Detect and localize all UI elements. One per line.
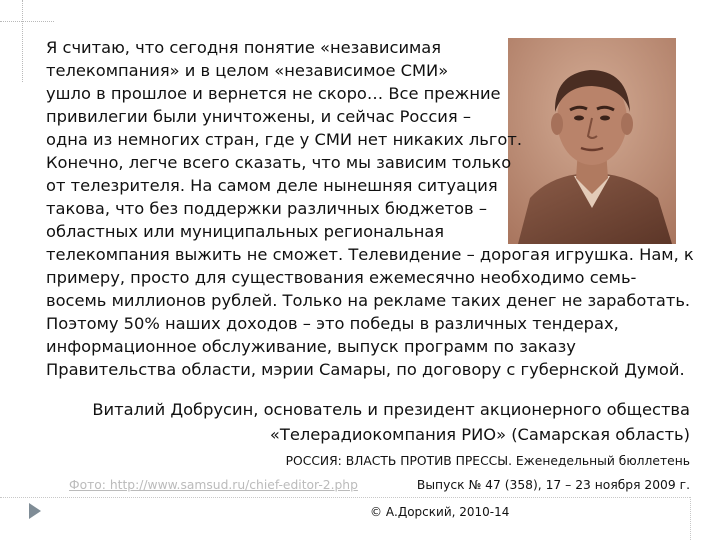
play-arrow-icon[interactable] <box>29 503 41 519</box>
quote-line: областных или муниципальных региональная <box>46 222 445 241</box>
quote-attribution <box>92 397 690 447</box>
corner-decoration-vertical <box>22 0 23 82</box>
footer-divider-vertical <box>690 497 691 540</box>
quote-line: информационное обслуживание, выпуск программ по заказу <box>46 337 576 356</box>
quote-line: от телезрителя. На самом деле нынешняя ситуация <box>46 176 498 195</box>
corner-decoration-horizontal <box>0 21 54 22</box>
quote-line: такова, что без поддержки различных бюджетов – <box>46 199 487 218</box>
quote-line: телекомпания выжить не сможет. Телевидение – дорогая игрушка. Нам, к <box>46 245 694 264</box>
quote-line: Правительства области, мэрии Самары, по договору с губернской Думой. <box>46 360 685 379</box>
quote-line: ушло в прошлое и вернется не скоро… Все прежние <box>46 84 501 103</box>
quote-line: Конечно, легче всего сказать, что мы зависим только <box>46 153 512 172</box>
issue-info: Выпуск № 47 (358), 17 – 23 ноября 2009 г. <box>416 478 690 492</box>
quote-line: Я считаю, что сегодня понятие «независимая <box>46 38 442 57</box>
photo-source-link[interactable]: Фото: http://www.samsud.ru/chief-editor-2.php <box>69 478 358 492</box>
source-title: РОССИЯ: ВЛАСТЬ ПРОТИВ ПРЕССЫ. Еженедельный бюллетень <box>285 454 690 468</box>
quote-line: привилегии были уничтожены, и сейчас Россия – <box>46 107 471 126</box>
quote-line: телекомпания» и в целом «независимое СМИ» <box>46 61 449 80</box>
footer-divider <box>0 497 690 498</box>
copyright-text: © А.Дорский, 2010-14 <box>370 505 510 519</box>
quote-line: одна из немногих стран, где у СМИ нет никаких льгот. <box>46 130 523 149</box>
attribution-company: «Телерадиокомпания РИО» (Самарская область) <box>269 425 690 444</box>
quote-line: примеру, просто для существования ежемесячно необходимо семь- <box>46 268 637 287</box>
quote-text <box>46 36 696 381</box>
attribution-author: Виталий Добрусин, основатель и президент акционерного общества <box>92 400 690 419</box>
quote-line: Поэтому 50% наших доходов – это победы в различных тендерах, <box>46 314 619 333</box>
quote-line: восемь миллионов рублей. Только на рекламе таких денег не заработать. <box>46 291 691 310</box>
